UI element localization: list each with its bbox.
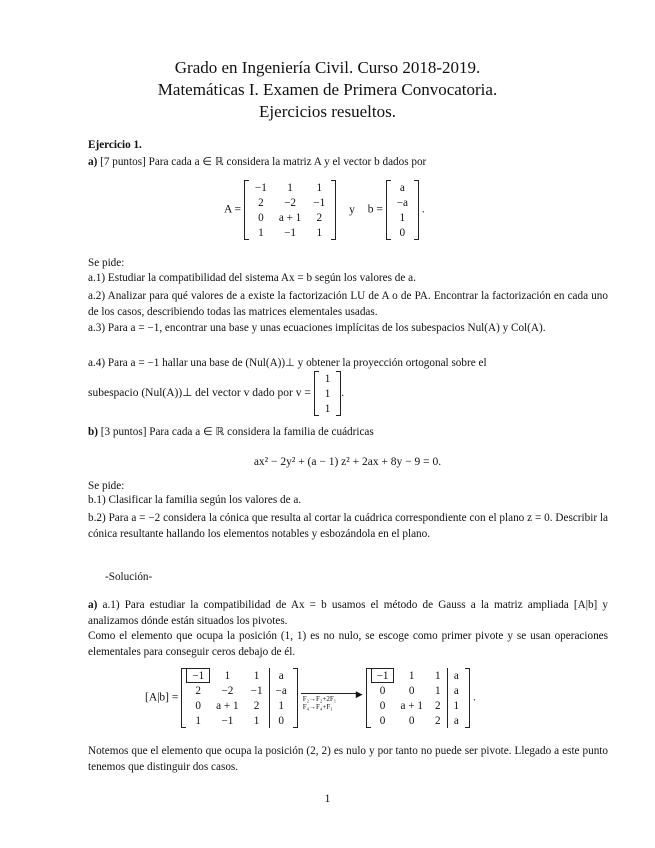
matA-cell: −1 <box>254 181 267 194</box>
augL-cell: 0 <box>269 713 293 728</box>
augR-cell: 2 <box>434 699 441 712</box>
vecB-cell: a <box>399 181 405 194</box>
augR-cell: 0 <box>379 699 386 712</box>
augR-cell: a + 1 <box>400 699 423 712</box>
exercise-heading: Ejercicio 1. <box>88 139 142 151</box>
augR-cell: −1 <box>371 668 395 683</box>
augmented-equation: [A|b] = −1 1 1 a 2 −2 −1 −a 0 a + 1 2 1 1 −1 1 0 ▶ F₂→F₂+2F₁ F₄→F₄+F₁ −1 1 1 a 0 0 1 a 0 a + 1 2 1 0 0 2 a . <box>145 669 476 727</box>
matA-cell: a + 1 <box>278 211 302 224</box>
augR-cell: 0 <box>408 714 415 727</box>
augmented-matrix-left <box>181 668 298 728</box>
exercise-b-intro: b) [3 puntos] Para cada a ∈ ℝ considera la familia de cuádricas <box>88 426 374 438</box>
augL-cell: 1 <box>253 714 260 727</box>
matA-cell: 1 <box>316 181 323 194</box>
augL-cell: −a <box>269 683 293 698</box>
matA-cell: −1 <box>284 226 296 239</box>
vector-b-label: b = <box>367 203 383 216</box>
matA-cell: 0 <box>258 211 264 224</box>
page-number: 1 <box>324 793 331 805</box>
augL-cell: 1 <box>269 698 293 713</box>
header-line-2: Matemáticas I. Examen de Primera Convocatoria. <box>157 80 498 99</box>
vecB-cell: 1 <box>399 211 406 224</box>
augR-cell: 1 <box>408 669 415 682</box>
solution-p1: a) a.1) Para estudiar la compatibilidad de Ax = b usamos el método de Gauss a la matriz ampliada [A|b] y analizamos dónde están situados los pivotes. <box>88 599 609 627</box>
row-operation-arrow: ▶ F₂→F₂+2F₁ F₄→F₄+F₁ <box>302 689 363 711</box>
augR-cell: a <box>447 668 465 683</box>
matA-cell: −2 <box>284 196 296 209</box>
solution-p3: Notemos que el elemento que ocupa la posición (2, 2) es nulo y por tanto no puede ser pivote. Llegado a este punto tenemos que distinguir dos casos. <box>88 745 608 773</box>
vector-b <box>386 180 419 240</box>
and-word: y <box>349 203 355 216</box>
augmented-matrix-right <box>366 668 471 728</box>
augL-cell: a + 1 <box>216 699 239 712</box>
vector-v <box>314 371 342 416</box>
augL-cell: 1 <box>253 669 260 682</box>
augR-cell: 1 <box>434 684 441 697</box>
augR-cell: a <box>447 683 465 698</box>
se-pide: Se pide: <box>88 257 125 269</box>
matA-cell: 1 <box>316 226 323 239</box>
matrix-A-label: A = <box>224 203 242 216</box>
augL-cell: −1 <box>221 714 234 727</box>
augL-cell: 2 <box>195 684 202 697</box>
row-op-2: F₄→F₄+F₁ <box>302 703 333 711</box>
augL-cell: a <box>269 668 293 683</box>
header-line-1: Grado en Ingeniería Civil. Curso 2018-2019. <box>174 58 481 77</box>
item-a2: a.2) Analizar para qué valores de a existe la factorización LU de A o de PA. Encontrar la factorización en cada uno de los casos, describiendo todas las matrices elementales usadas. <box>88 290 608 318</box>
item-b1: b.1) Clasificar la familia según los valores de a. <box>88 494 302 506</box>
matA-cell: 1 <box>258 226 264 239</box>
matrix-A-equation: A = −1 1 1 2 −2 −1 0 a + 1 2 1 −1 1 y b = a −a 1 0 . <box>224 181 425 239</box>
augL-cell: 1 <box>224 669 231 682</box>
augmented-label: [A|b] = <box>145 691 179 704</box>
item-b2: b.2) Para a = −2 considera la cónica que resulta al cortar la cuádrica correspondiente con el plano z = 0. Describir la cónica resultante hallando los elementos notables y esbozándola en el plano. <box>88 512 608 540</box>
exercise-a-intro: a) [7 puntos] Para cada a ∈ ℝ considera la matriz A y el vector b dados por <box>88 156 427 168</box>
augL-cell: −2 <box>221 684 234 697</box>
se-pide-2: Se pide: <box>88 480 125 492</box>
augR-cell: 2 <box>434 714 441 727</box>
matA-cell: 1 <box>287 181 293 194</box>
vecV-cell: 1 <box>324 387 331 400</box>
augL-cell: −1 <box>186 668 210 683</box>
augR-cell: a <box>447 713 465 728</box>
matA-cell: 2 <box>258 196 264 209</box>
vecV-cell: 1 <box>324 372 331 385</box>
vecV-cell: 1 <box>324 402 331 415</box>
matA-cell: −1 <box>313 196 326 209</box>
item-a3: a.3) Para a = −1, encontrar una base y unas ecuaciones implícitas de los subespacios Nul(A) y Col(A). <box>88 322 546 334</box>
vecB-cell: −a <box>396 196 408 209</box>
vecB-cell: 0 <box>399 226 406 239</box>
item-a4-line1: a.4) Para a = −1 hallar una base de (Nul(A))⊥ y obtener la proyección ortogonal sobre el <box>88 357 487 369</box>
augL-cell: 1 <box>195 714 202 727</box>
solution-p2: Como el elemento que ocupa la posición (1, 1) es no nulo, se escoge como primer pivote y se usan operaciones elementales para conseguir ceros debajo de él. <box>88 630 608 658</box>
row-op-1: F₂→F₂+2F₁ <box>302 695 337 703</box>
solution-heading: -Solución- <box>105 571 153 583</box>
augR-cell: 0 <box>408 684 415 697</box>
quadric-equation: ax² − 2y² + (a − 1) z² + 2ax + 8y − 9 = 0. <box>253 456 442 468</box>
augR-cell: 1 <box>447 698 465 713</box>
augR-cell: 1 <box>434 669 441 682</box>
augL-cell: −1 <box>250 684 263 697</box>
matA-cell: 2 <box>316 211 323 224</box>
augR-cell: 0 <box>379 714 386 727</box>
matrix-A <box>244 180 336 240</box>
augR-cell: 0 <box>379 684 386 697</box>
augL-cell: 0 <box>195 699 202 712</box>
header-line-3: Ejercicios resueltos. <box>259 102 396 121</box>
item-a1: a.1) Estudiar la compatibilidad del sistema Ax = b según los valores de a. <box>88 272 416 284</box>
item-a4-line2: subespacio (Nul(A))⊥ del vector v dado por v = 1 1 1 . <box>88 372 345 415</box>
augL-cell: 2 <box>253 699 260 712</box>
